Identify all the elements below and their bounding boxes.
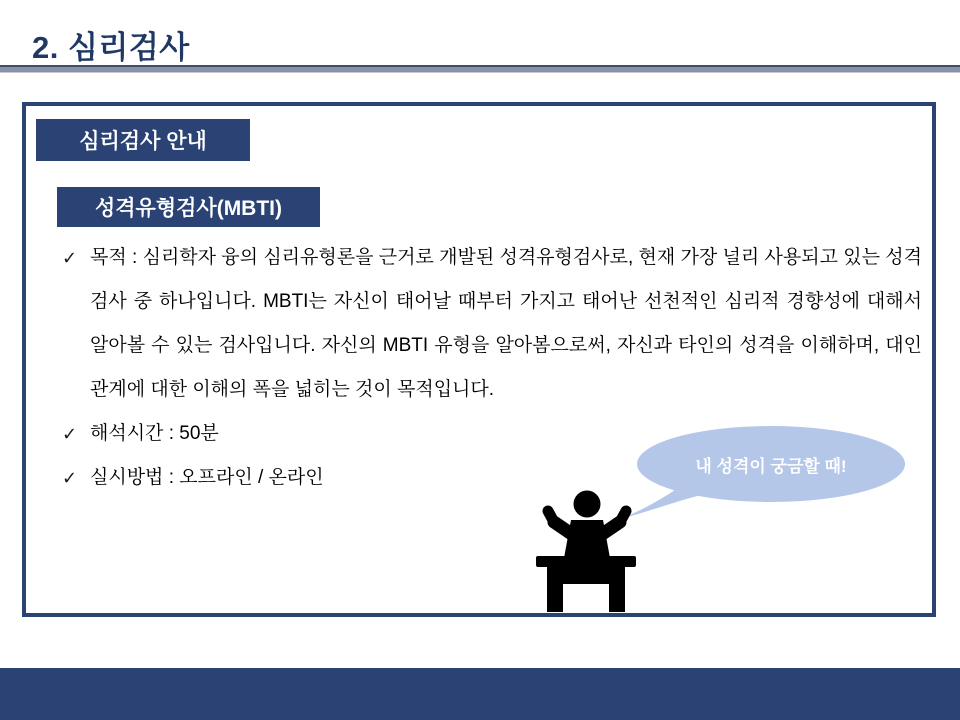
- page-title: 2. 심리검사: [32, 30, 190, 65]
- list-item: [62, 236, 922, 412]
- bullet-purpose-text: 목적 : 심리학자 융의 심리유형론을 근거로 개발된 성격유형검사로, 현재 가장 널리 사용되고 있는 성격 검사 중 하나입니다. MBTI는 자신이 태어날 때부터 가지고 태어난 선천적인 심리적 경향성에 대해서 알아볼 수 있는 검사입니다. 자신의 MBTI 유형을 알아봄으로써, 자신과 타인의 성격을 이해하며, 대인관계에 대한 이해의 폭을 넓히는 것이 목적입니다.: [90, 247, 922, 400]
- speech-bubble-text: 내 성격이 궁금할 때!: [695, 457, 847, 476]
- sub-label-mbti: 성격유형검사(MBTI): [57, 187, 320, 227]
- footer-bar: [0, 668, 960, 720]
- person-at-desk-icon: [530, 485, 642, 612]
- title-divider: [0, 65, 960, 73]
- checkmark-icon: ✓: [62, 248, 78, 268]
- bullet-duration-text: 해석시간 : 50분: [90, 423, 219, 444]
- checkmark-icon: ✓: [62, 424, 78, 444]
- bullet-method-text: 실시방법 : 오프라인 / 온라인: [90, 467, 324, 488]
- section-label: 심리검사 안내: [36, 119, 250, 161]
- speech-bubble: [606, 424, 908, 526]
- checkmark-icon: ✓: [62, 468, 78, 488]
